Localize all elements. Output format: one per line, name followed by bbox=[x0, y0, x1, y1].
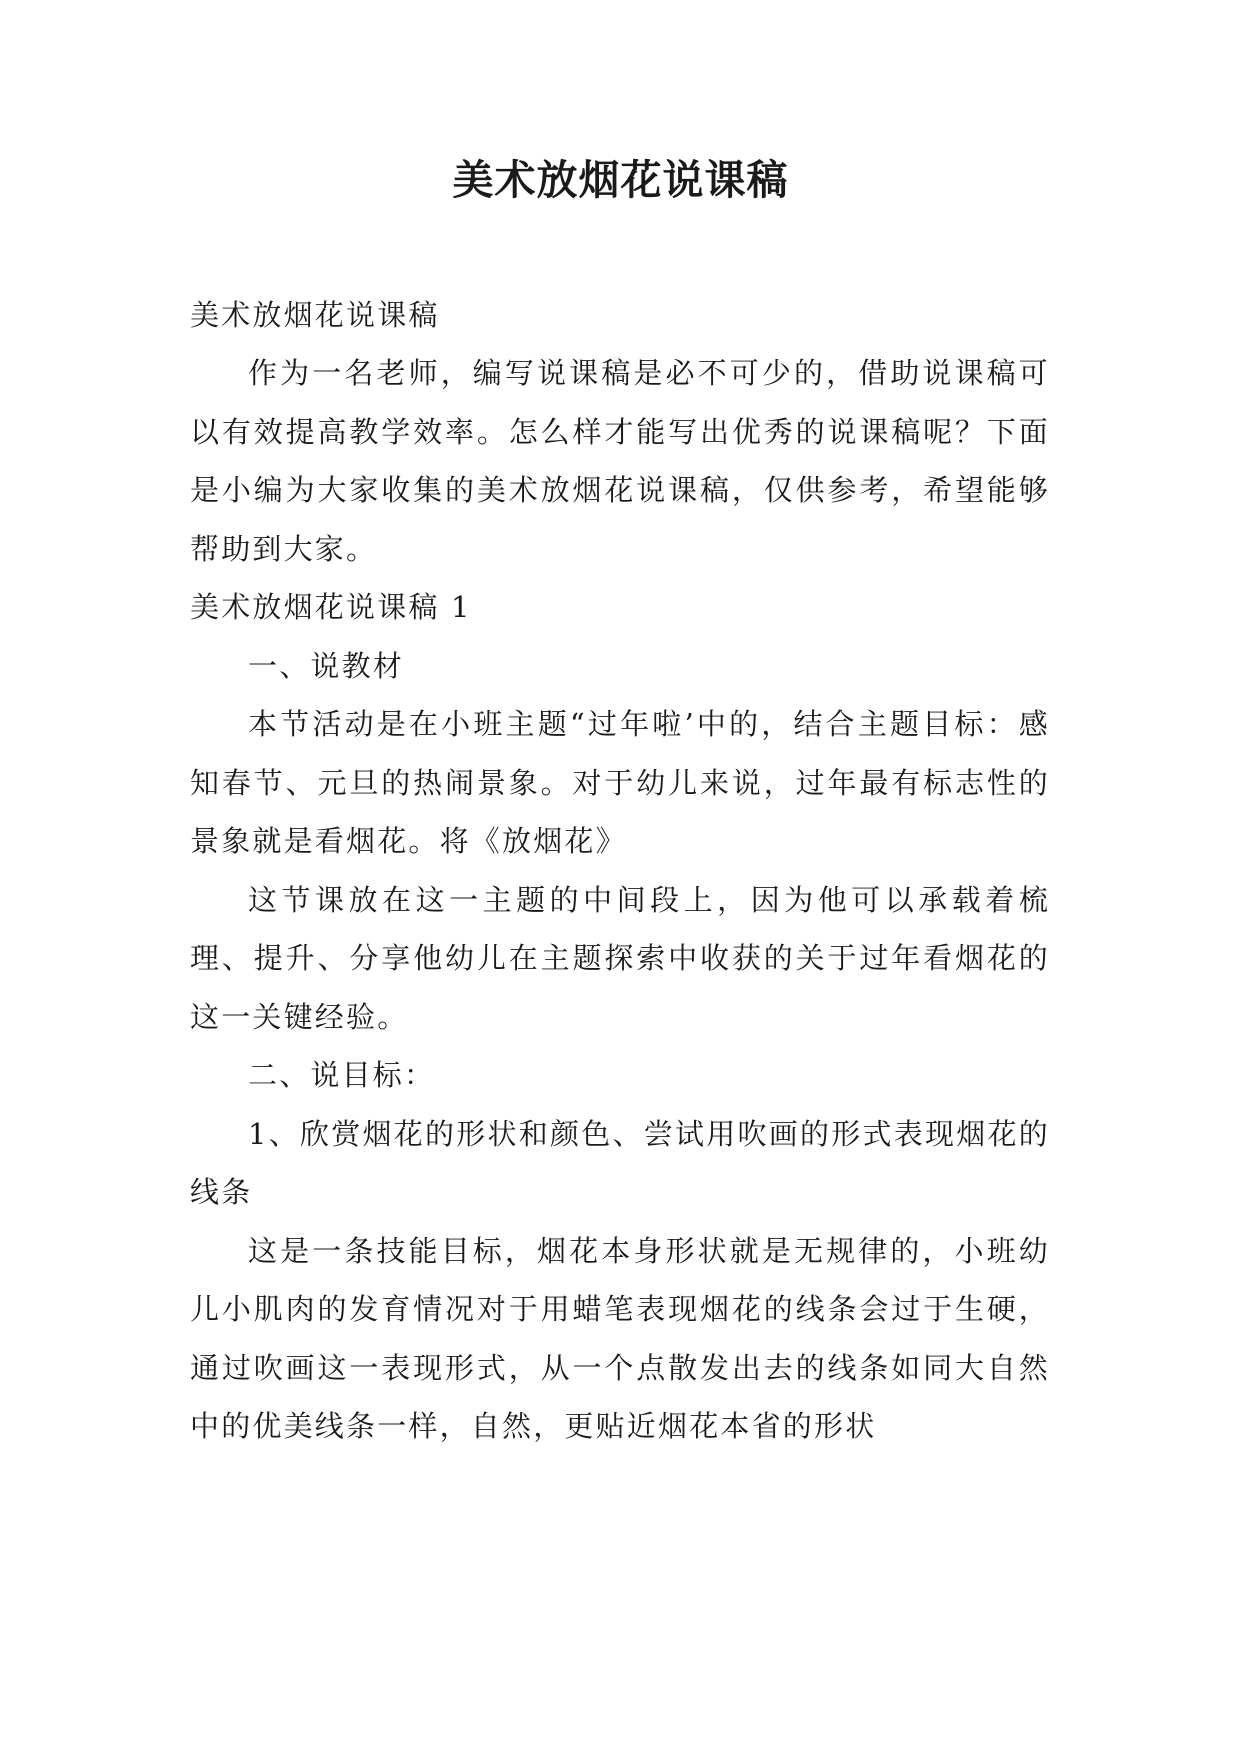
paragraph-heading-teaching-material: 一、说教材 bbox=[248, 648, 405, 683]
paragraph: 这是一条技能目标，烟花本身形状就是无规律的，小班幼儿小肌肉的发育情况对于用蜡笔表现烟花的线条会过于生硬，通过吹画这一表现形式，从一个点散发出去的线条如同大自然中的优美线条一样，自然，更贴近烟花本省的形状 bbox=[190, 1233, 1050, 1443]
paragraph: 这节课放在这一主题的中间段上，因为他可以承载着梳理、提升、分享他幼儿在主题探索中收获的关于过年看烟花的这一关键经验。 bbox=[190, 882, 1050, 1034]
paragraph: 本节活动是在小班主题“过年啦’中的，结合主题目标：感知春节、元旦的热闹景象。对于幼儿来说，过年最有标志性的景象就是看烟花。将《放烟花》 bbox=[190, 707, 1050, 858]
paragraph-heading-goals: 二、说目标： bbox=[248, 1058, 436, 1092]
document-subtitle: 美术放烟花说课稿 bbox=[190, 298, 440, 332]
document-body bbox=[190, 286, 1050, 1456]
intro-paragraph: 作为一名老师，编写说课稿是必不可少的，借助说课稿可以有效提高教学效率。怎么样才能写出优秀的说课稿呢？下面是小编为大家收集的美术放烟花说课稿，仅供参考，希望能够帮助到大家。 bbox=[190, 356, 1050, 566]
paragraph-goal-item: 1、欣赏烟花的形状和颜色、尝试用吹画的形式表现烟花的线条 bbox=[190, 1116, 1050, 1209]
document-title: 美术放烟花说课稿 bbox=[452, 156, 789, 204]
section-heading: 美术放烟花说课稿 1 bbox=[190, 590, 472, 624]
